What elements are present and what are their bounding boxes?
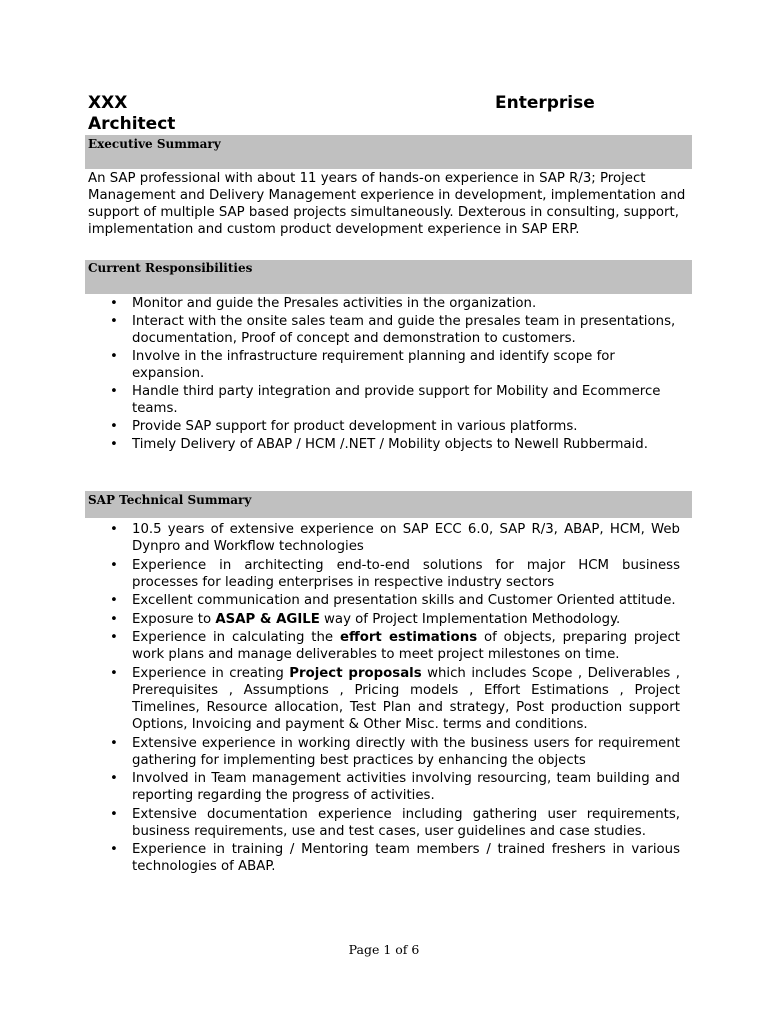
list-item: • Experience in calculating the effort estimations of objects, preparing project work plans and manage deliverables to meet project milestones on time. bbox=[88, 629, 680, 663]
candidate-name: XXX bbox=[88, 93, 128, 113]
list-item: • Involved in Team management activities involving resourcing, team building and reporting regarding the progress of activities. bbox=[88, 770, 680, 804]
page-number: Page 1 of 6 bbox=[348, 942, 420, 957]
list-item: • Experience in architecting end-to-end solutions for major HCM business processes for leading enterprises in respective industry sectors bbox=[88, 557, 680, 591]
list-item: • Timely Delivery of ABAP / HCM /.NET / Mobility objects to Newell Rubbermaid. bbox=[88, 436, 680, 453]
technical-summary-list bbox=[88, 521, 680, 877]
list-item: • Experience in creating Project proposals which includes Scope , Deliverables , Prerequisites , Assumptions , Pricing models , Effort Estimations , Project Timelines, Resource allocation, Test Plan and strategy, Post production support Options, Invoicing and payment & Other Misc. terms and conditions. bbox=[88, 665, 680, 733]
list-item: • Involve in the infrastructure requirement planning and identify scope for expansion. bbox=[88, 348, 680, 382]
section-heading: Current Responsibilities bbox=[88, 261, 253, 275]
list-item: • Monitor and guide the Presales activities in the organization. bbox=[88, 295, 680, 312]
section-heading: SAP Technical Summary bbox=[88, 493, 252, 507]
list-item: • Extensive experience in working directly with the business users for requirement gathering for implementing best practices by enhancing the objects bbox=[88, 735, 680, 769]
list-item: • Handle third party integration and provide support for Mobility and Ecommerce teams. bbox=[88, 383, 680, 417]
list-item: • Excellent communication and presentation skills and Customer Oriented attitude. bbox=[88, 592, 680, 609]
list-item: • Experience in training / Mentoring team members / trained freshers in various technologies of ABAP. bbox=[88, 841, 680, 875]
section-header-current-responsibilities bbox=[85, 260, 692, 294]
list-item: • Extensive documentation experience including gathering user requirements, business requirements, use and test cases, user guidelines and case studies. bbox=[88, 806, 680, 840]
title-enterprise: Enterprise bbox=[495, 93, 595, 113]
list-item: • Provide SAP support for product development in various platforms. bbox=[88, 418, 680, 435]
responsibilities-list bbox=[88, 295, 680, 454]
list-item: • 10.5 years of extensive experience on SAP ECC 6.0, SAP R/3, ABAP, HCM, Web Dynpro and Workflow technologies bbox=[88, 521, 680, 555]
section-header-executive-summary bbox=[85, 135, 692, 169]
section-header-sap-technical-summary bbox=[85, 491, 692, 518]
title-architect: Architect bbox=[88, 114, 176, 134]
section-heading: Executive Summary bbox=[88, 137, 221, 151]
list-item: • Exposure to ASAP & AGILE way of Project Implementation Methodology. bbox=[88, 611, 680, 628]
list-item: • Interact with the onsite sales team and guide the presales team in presentations, documentation, Proof of concept and demonstration to customers. bbox=[88, 313, 680, 347]
executive-summary-text: An SAP professional with about 11 years of hands-on experience in SAP R/3; Project Management and Delivery Management experience in development, implementation and support of multiple SAP based projects simultaneously. Dexterous in consulting, support, implementation and custom product development experience in SAP ERP. bbox=[88, 171, 686, 237]
